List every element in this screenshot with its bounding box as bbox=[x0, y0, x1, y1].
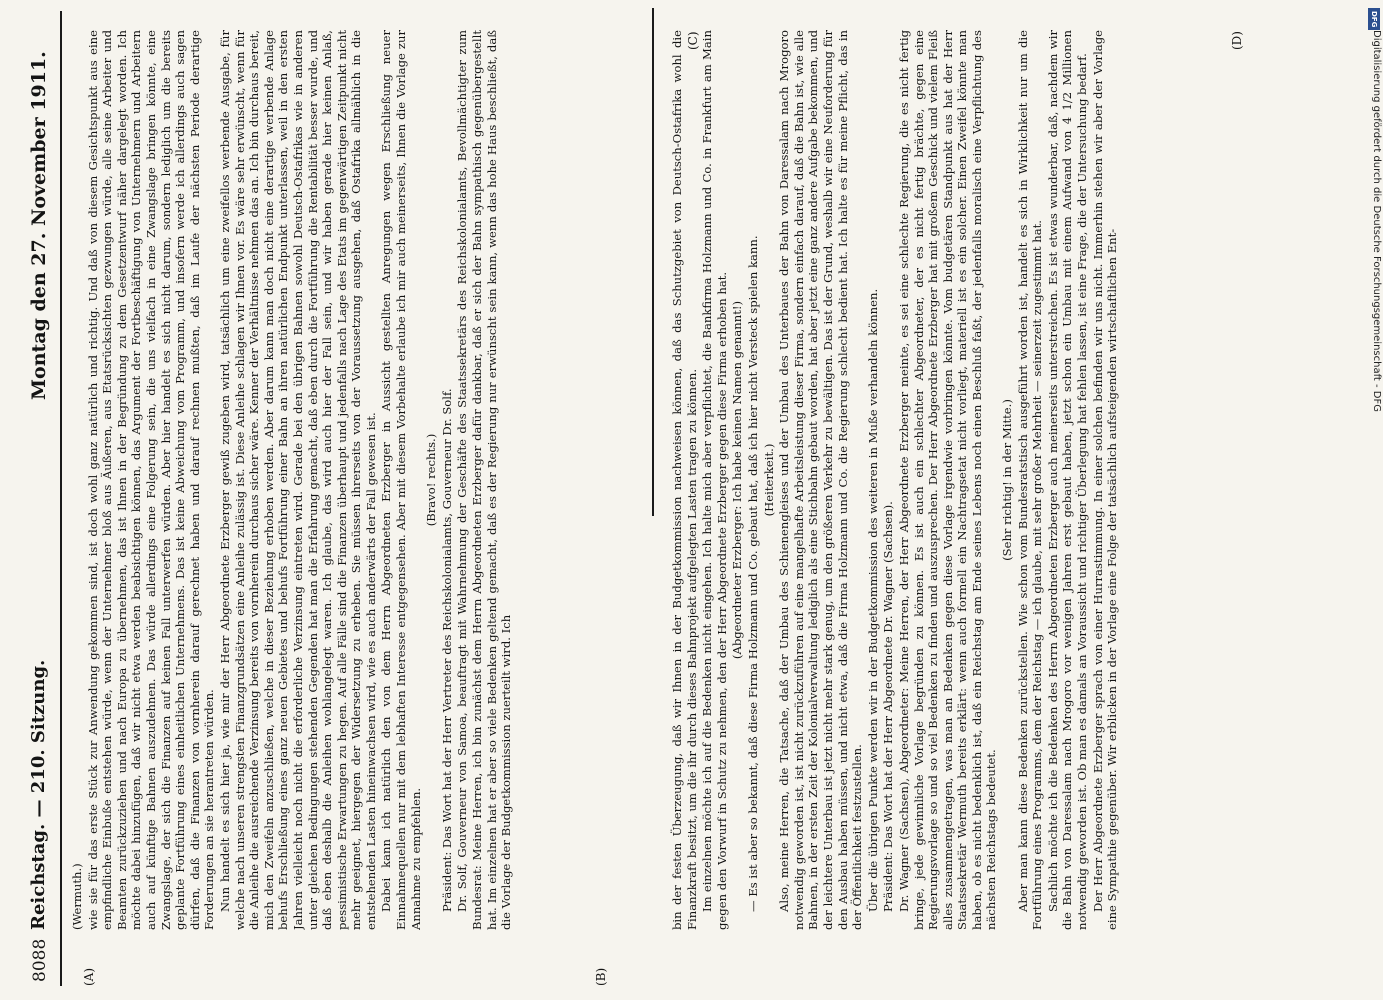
running-title: Reichstag. — 210. Sitzung. bbox=[28, 659, 49, 930]
president-remark: Präsident: Das Wort hat der Herr Abgeordnete Dr. Wagner (Sachsen). bbox=[881, 501, 896, 912]
left-column bbox=[70, 30, 647, 930]
paragraph: Über die übrigen Punkte werden wir in der Budgetkommission des weiteren in Muße verhandeln können. bbox=[865, 288, 880, 912]
paragraph: Dr. Wagner (Sachsen), Abgeordneter: Meine Herren, der Herr Abgeordnete Erzberger meinte, es sei eine schlechte Regierung, die es nicht fertig bringe, jede gewinnliche Vorlage begründen zu können. Es ist auch ein schlechter Abgeordneter, der es nicht fertig brächte, gegen eine Regierungsvorlage so und so viel Bedenken zu finden und auszusprechen. Der Herr Abgeordnete Erzberger hat mit großem Geschick und vielem Fleiß alles zusammengetragen, was man an Bedenken gegen diese Vorlage irgendwie vorbringen könnte. Vom budgetären Standpunkt aus hat der Herr Staatssekretär Wermuth bereits erklärt: wenn auch formell ein Nachtragsetat nicht vorliegt, materiell ist es ein solcher. Einen Zweifel könnte man haben, ob es nicht bedenklich ist, daß ein Reichstag am Ende seines Lebens noch einen Beschluß faßt, der jedenfalls moralisch eine Verpflichtung des nächsten Reichstags bedeutet. bbox=[896, 30, 999, 930]
paragraph: Der Herr Abgeordnete Erzberger sprach von einer Hurrastimmung. In einer solchen befinden wir uns nicht. Immerhin stehen wir aber der Vorlage eine Sympathie gegenüber. Wir erblicken in der Vorlage eine Folge der tatsächlich aufsteigenden wirtschaftlichen Ent- bbox=[1090, 30, 1120, 930]
interjection: (Sehr richtig! in der Mitte.) bbox=[1000, 399, 1015, 561]
interjection: (Heiterkeit.) bbox=[761, 443, 776, 517]
page-header bbox=[20, 0, 72, 1000]
page-number: 8088 bbox=[30, 938, 50, 982]
paragraph: Sachlich möchte ich die Bedenken des Herrn Abgeordneten Erzberger auch meinerseits unterstreichen. Es ist etwas wunderbar, daß, nachdem wir die Bahn von Daressalam nach Mrogoro vor wenigen Jahren erst gebaut haben, jetzt schon ein Umbau mit einem Aufwand von 4 1/2 Millionen notwendig geworden ist. Ob man es damals an Voraussicht und richtiger Überlegung hat fehlen lassen, ist eine Frage, die der Untersuchung bedarf. bbox=[1045, 30, 1090, 930]
paragraph: — Es ist aber so bekannt, daß diese Firma Holzmann und Co. gebaut hat, daß ich hier nicht Versteck spielen kann. bbox=[745, 235, 760, 912]
paragraph: Nun handelt es sich hier ja, wie mir der Herr Abgeordnete Erzberger gewiß zugeben wird, tatsächlich um eine zweifellos werbende Ausgabe, für welche nach unseren strengsten Finanzgrundsätzen eine Anleihe zulässig ist. Diese Anleihe schlagen wir Ihnen vor. Es wäre sehr erwünscht, wenn für die Anleihe die ausreichende Verzinsung bereits von vornherein durchaus sicher wäre. Kenner der Verhältnisse nehmen das an. Ich bin durchaus bereit, mich den Zweifeln anzuschließen, welche in dieser Beziehung erhoben werden. Aber darum kann man doch nicht eine derartige werbende Anlage behufs Erschließung eines ganz neuen Gebietes und behufs Fortführung einer Bahn an ihren natürlichen Endpunkt unterlassen, weil in den ersten Jahren vielleicht noch nicht die erforderliche Verzinsung eintreten wird. Gerade bei den übrigen Bahnen sowohl Deutsch-Ostafrikas wie in anderen unter gleichen Bedingungen stehenden Gegenden hat man die Erfahrung gemacht, daß eben durch die Fortführung die Rentabilität besser wurde, und daß eben deshalb die Anleihen wohlangelegt waren. Ich glaube, das wird auch hier der Fall sein, und wir haben gerade hier keinen Anlaß, pessimistische Erwartungen zu hegen. Auf alle Fälle sind die Finanzen überhaupt und jedenfalls nach Lage des Etats im gegenwärtigen Zeitpunkt nicht mehr geeignet, hiergegen der Widersetzung zu erheben. Sie müssen ihrerseits von der Voraussetzung ausgehen, daß Ostafrika allmählich in die entstehenden Lasten hineinwachsen wird, wie es auch anderwärts der Fall gewesen ist. bbox=[217, 30, 378, 930]
president-remark: Präsident: Das Wort hat der Herr Vertreter des Reichskolonialamts, Gouverneur Dr. Solf. bbox=[439, 388, 454, 912]
paragraph: Dabei kann ich natürlich den von dem Herrn Abgeordneten Erzberger in Aussicht gestellten Anregungen wegen Erschließung neuer Einnahmequellen nur mit dem lebhaften Interesse entgegensehen. Aber mit diesem Vorbehalte erlaube ich mir auch meinerseits, Ihnen die Vorlage zur Annahme zu empfehlen. bbox=[379, 30, 423, 930]
paragraph: Aber man kann diese Bedenken zurückstellen. Wie schon vom Bundesratstisch ausgeführt worden ist, handelt es sich in Wirklichkeit nur um die Fortführung eines Programms, dem der Reichstag — ich glaube, mit sehr großer Mehrheit — seinerzeit zugestimmt hat. bbox=[1015, 30, 1045, 930]
interjection: (Abgeordneter Erzberger: Ich habe keinen Namen genannt!) bbox=[730, 300, 745, 660]
margin-marker-b: (B) bbox=[594, 967, 608, 986]
interjection: (Bravo! rechts.) bbox=[424, 433, 439, 527]
dfg-logo: DFG bbox=[1368, 8, 1380, 30]
paragraph: Dr. Solf, Gouverneur von Samoa, beauftragt mit Wahrnehmung der Geschäfte des Staatssekretärs des Reichskolonialamts, Bevollmächtigter zum Bundesrat: Meine Herren, ich bin zunächst dem Herrn Abgeordneten Erzberger dafür dankbar, daß er sich der Bahn sympathisch gegenübergestellt hat. Im einzelnen hat er aber so viele Bedenken geltend gemacht, daß es der Regierung nur erwünscht sein kann, wenn das hohe Haus beschließt, daß die Vorlage der Budgetkommission zuerteilt wird. Ich bbox=[455, 30, 514, 930]
session-date: Montag den 27. November 1911. bbox=[28, 51, 50, 400]
digitization-credit: Digitalisierung gefördert durch die Deutsche Forschungsgemeinschaft - DFG bbox=[1371, 30, 1382, 413]
paragraph: Im einzelnen möchte ich auf die Bedenken nicht eingehen. Ich halte mich aber verpflichtet, die Bankfirma Holzmann und Co. in Frankfurt am Main gegen den Vorwurf in Schutz zu nehmen, den der Herr Abgeordnete Erzberger gegen diese Firma erhoben hat. bbox=[700, 30, 729, 930]
paragraph: wie sie für das erste Stück zur Anwendung gekommen sind, ist doch wohl ganz natürlich und richtig. Und daß von diesem Gesichtspunkt aus eine empfindliche Einbuße entstehen würde, wenn der Unternehmer bloß aus Äußeren, aus Etatsrücksichten gezwungen würde, alle seine Arbeiter und Beamten zurückzuziehen und nach Europa zu übernehmen, das ist Ihnen in der Begründung zu dem Gesetzentwurf näher dargelegt worden. Ich möchte dabei hinzufügen, daß wir nicht etwa werden beabsichtigen können, das Argument der Fortbeschäftigung von Unternehmern und Arbeitern auch auf künftige Bahnen auszudehnen. Das würde allerdings eine Folgerung sein, die uns vielfach in eine Zwangslage bringen könnte, eine Zwangslage, der sich die Finanzen auf keinen Fall unterwerfen würden. Aber hier handelt es sich nicht darum, sondern lediglich um die bereits geplante Fortführung eines einheitlichen Unternehmens. Das ist keine Abweichung vom Programm, und insofern werde ich allerdings auch sagen dürfen, daß die Finanzen von vornherein darauf gerechnet haben und darauf rechnen mußten, daß im Laufe der nächsten Periode derartige Forderungen an sie herantreten würden. bbox=[85, 30, 217, 930]
right-column bbox=[670, 30, 1288, 930]
paragraph: Also, meine Herren, die Tatsache, daß der Umbau des Schienengleises und der Umbau des Unterbaues der Bahn von Daressalam nach Mrogoro notwendig geworden ist, ist nicht zurückzuführen auf eine mangelhafte Arbeitsleistung dieser Firma, sondern einfach darauf, daß die Bahn ist, wie alle Bahnen, in der ersten Zeit der Kolonialverwaltung lediglich als eine Stichbahn gebaut worden, hat aber jetzt eine ganz andere Aufgabe bekommen, und der leichtere Unterbau ist jetzt nicht mehr stark genug, um den größeren Verkehr zu bewältigen. Das ist der Grund, weshalb wir eine Neuforderung für den Ausbau haben müssen, und nicht etwa, daß die Firma Holzmann und Co. die Regierung schlecht bedient hat. Ich halte es für meine Pflicht, das in der Öffentlichkeit festzustellen. bbox=[777, 30, 865, 930]
margin-marker-a: (A) bbox=[82, 967, 96, 986]
margin-marker-d: (D) bbox=[1230, 31, 1244, 50]
speaker-ref: (Wermuth.) bbox=[70, 863, 84, 930]
paragraph: bin der festen Überzeugung, daß wir Ihnen in der Budgetkommission nachweisen können, daß das Schutzgebiet von Deutsch-Ostafrika wohl die Finanzkraft besitzt, um die ihr durch dieses Bahnprojekt aufgelegten Lasten tragen zu können. bbox=[670, 30, 699, 930]
margin-marker-c: (C) bbox=[686, 31, 700, 50]
header-rule bbox=[60, 11, 62, 986]
column-divider bbox=[652, 8, 654, 516]
